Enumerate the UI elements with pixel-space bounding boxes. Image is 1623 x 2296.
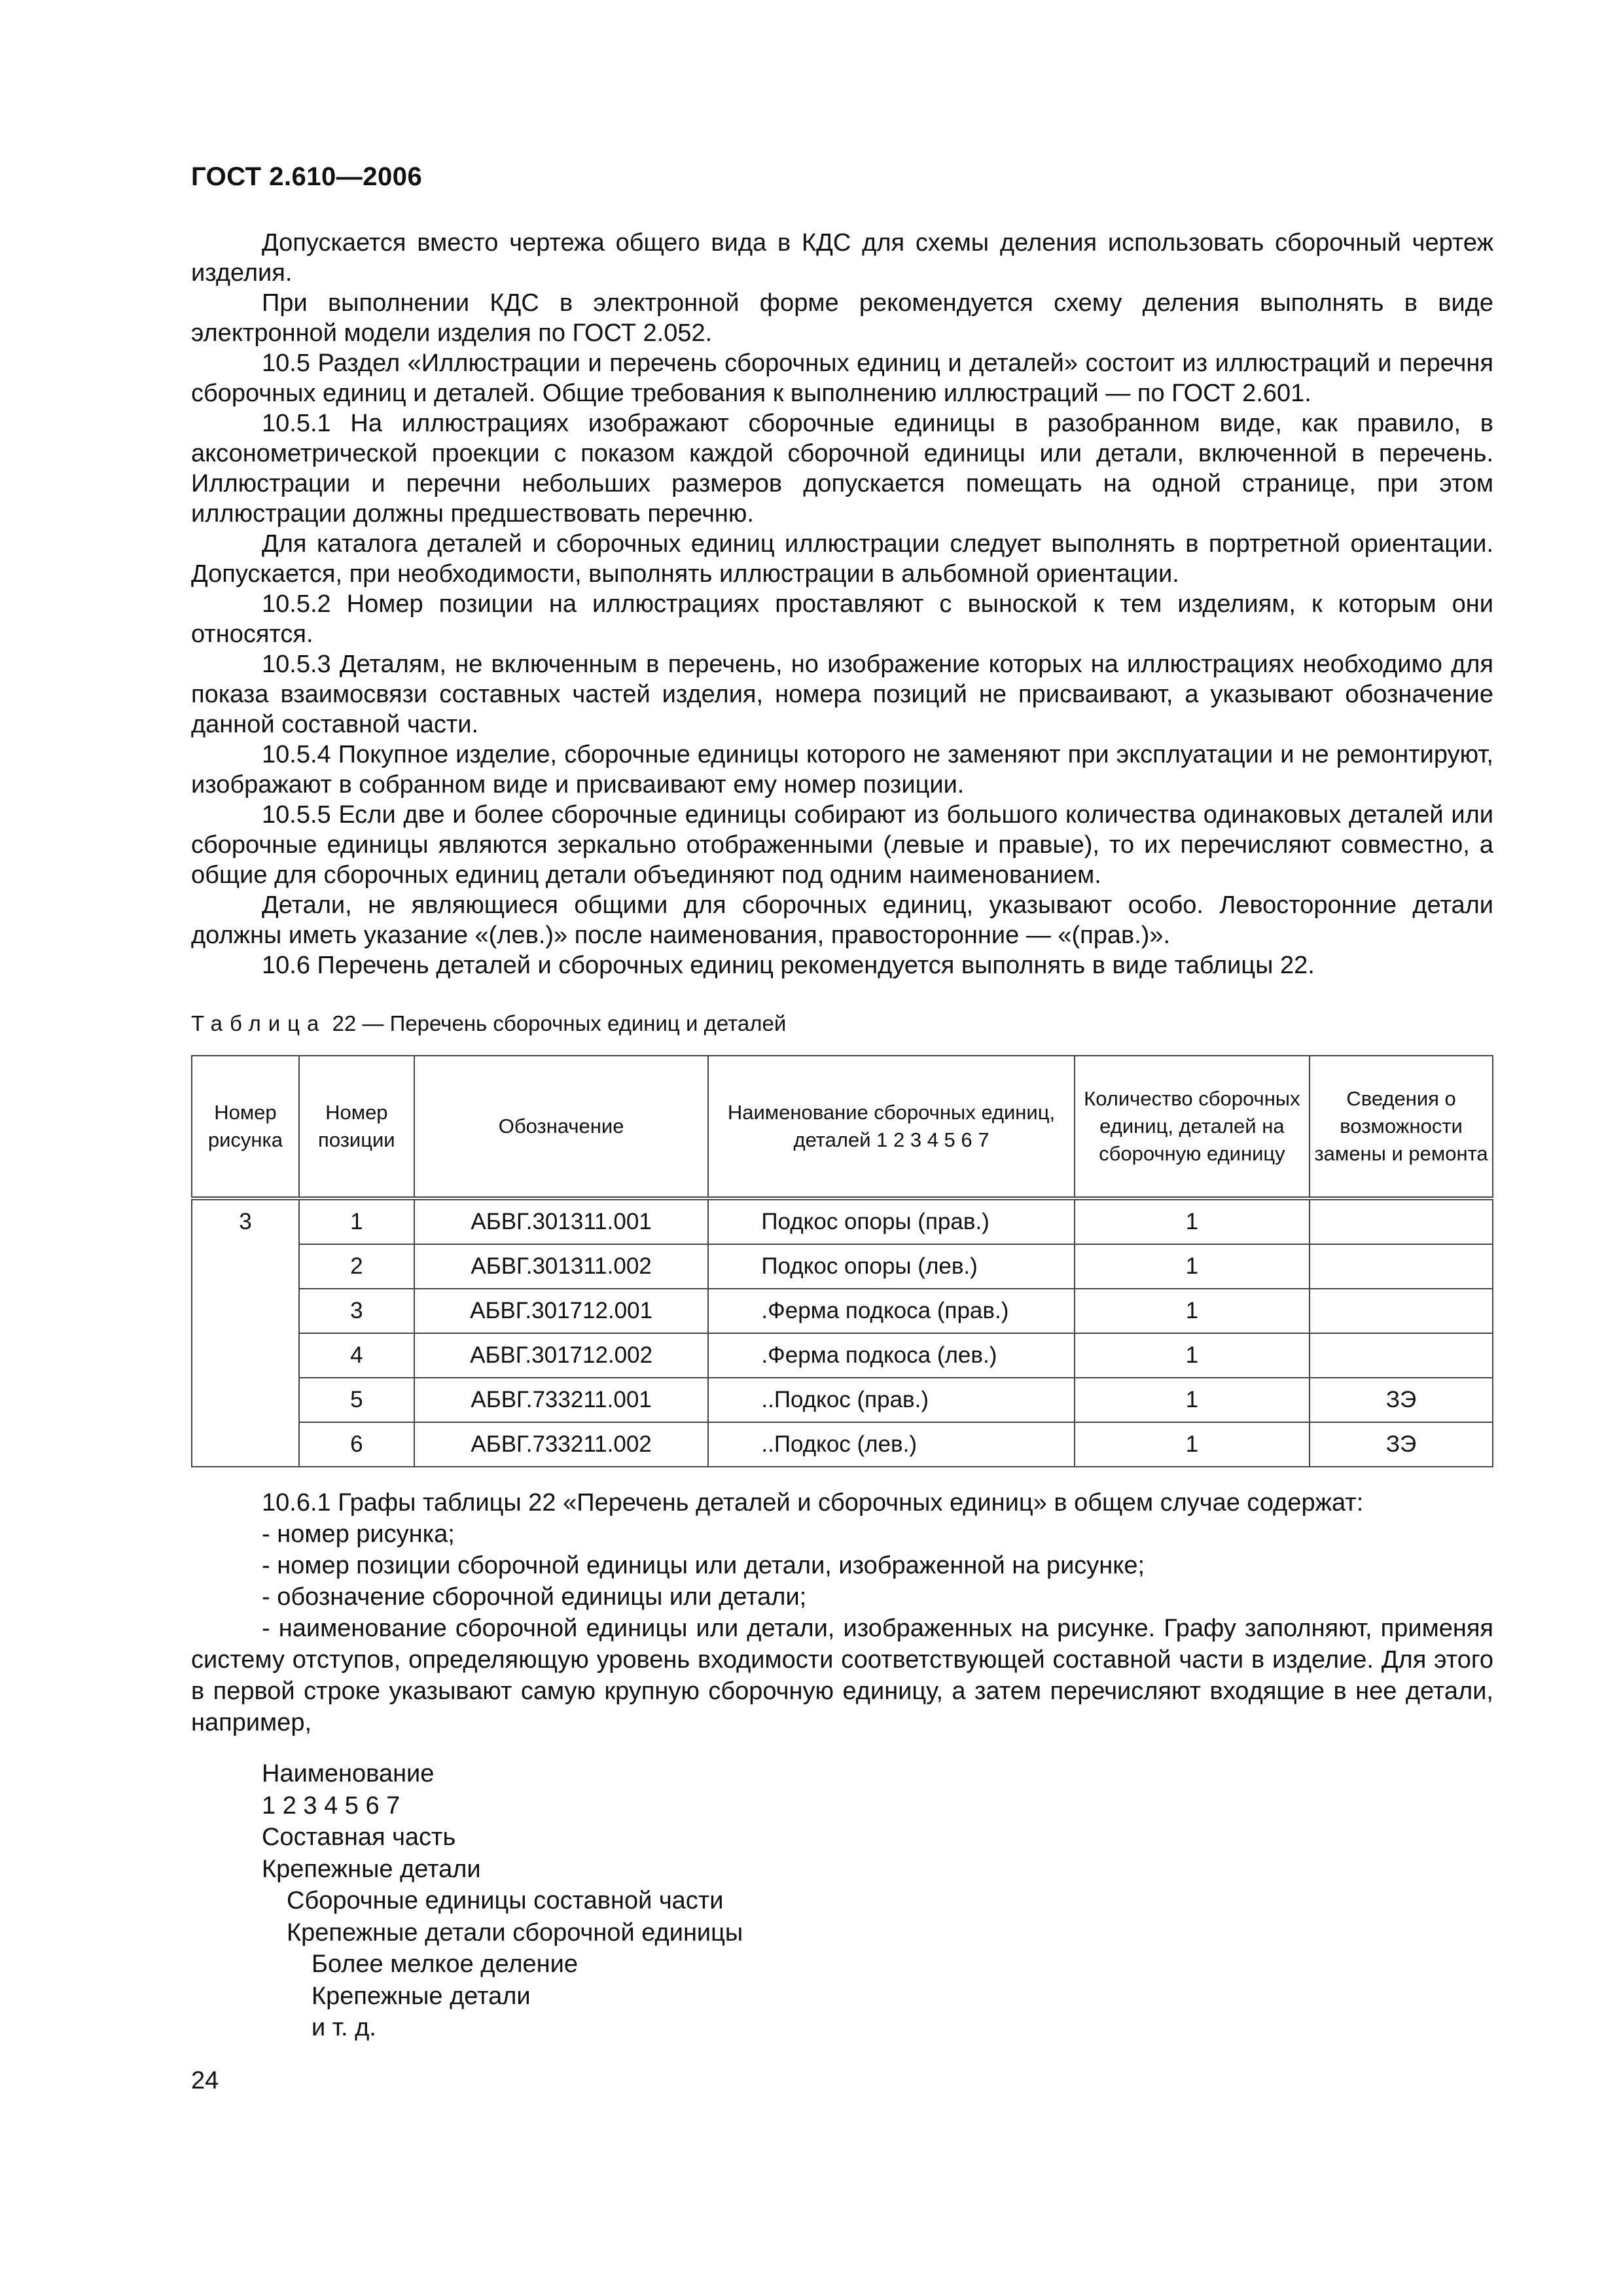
paragraph: Для каталога деталей и сборочных единиц иллюстрации следует выполнять в портретной ориентации. Допускается, при необходимости, выполнять иллюстрации в альбомной ориентации. bbox=[191, 530, 1493, 588]
table-row bbox=[192, 1333, 1493, 1378]
paragraph: 10.5.4 Покупное изделие, сборочные единицы которого не заменяют при эксплуатации и не ремонтируют, изображают в собранном виде и присваивают ему номер позиции. bbox=[191, 741, 1493, 798]
position-cell: 6 bbox=[299, 1422, 414, 1467]
quantity-cell: 1 bbox=[1075, 1422, 1310, 1467]
quantity-cell: 1 bbox=[1075, 1289, 1310, 1333]
name-cell: Подкос опоры (прав.) bbox=[708, 1198, 1074, 1244]
column-header: Номер позиции bbox=[299, 1056, 414, 1198]
table-row bbox=[192, 1289, 1493, 1333]
name-cell: ..Подкос (лев.) bbox=[708, 1422, 1074, 1467]
document-header: ГОСТ 2.610—2006 bbox=[191, 162, 423, 191]
paragraph: 10.5 Раздел «Иллюстрации и перечень сборочных единиц и деталей» состоит из иллюстраций и перечня сборочных единиц и деталей. Общие требования к выполнению иллюстраций — по ГОСТ 2.601. bbox=[191, 350, 1493, 407]
table-caption-word: Таблица bbox=[191, 1011, 327, 1035]
table-caption-title: 22 — Перечень сборочных единиц и деталей bbox=[326, 1011, 787, 1035]
position-cell: 4 bbox=[299, 1333, 414, 1378]
column-header: Сведения о возможности замены и ремонта bbox=[1310, 1056, 1493, 1198]
paragraph: 10.6.1 Графы таблицы 22 «Перечень деталей и сборочных единиц» в общем случае содержат: bbox=[262, 1489, 1364, 1516]
paragraph: 10.5.5 Если две и более сборочные единицы собирают из большого количества одинаковых деталей или сборочные единицы являются зеркально отображенными (левые и правые), то их перечисляют совместно, а общие для сборочных единиц детали объединяют под одним наименованием. bbox=[191, 801, 1493, 889]
designation-cell: АБВГ.301311.001 bbox=[414, 1198, 709, 1244]
example-line: Крепежные детали bbox=[262, 1855, 481, 1883]
repair-info-cell bbox=[1310, 1244, 1493, 1289]
list-item: - номер позиции сборочной единицы или детали, изображенной на рисунке; bbox=[262, 1552, 1145, 1579]
paragraph: 10.5.1 На иллюстрациях изображают сборочные единицы в разобранном виде, как правило, в аксонометрической проекции с показом каждой сборочной единицы или детали, включенной в перечень. Иллюстрации и перечни небольших размеров допускается помещать на одной странице, при этом иллюстрации должны предшествовать перечню. bbox=[191, 410, 1493, 528]
paragraph: 10.6 Перечень деталей и сборочных единиц рекомендуется выполнять в виде таблицы 22. bbox=[262, 952, 1315, 979]
table-header-row bbox=[192, 1056, 1493, 1198]
column-header: Номер рисунка bbox=[192, 1056, 299, 1198]
name-cell: .Ферма подкоса (прав.) bbox=[708, 1289, 1074, 1333]
example-digits: 1 2 3 4 5 6 7 bbox=[262, 1791, 401, 1820]
position-cell: 1 bbox=[299, 1198, 414, 1244]
example-line: Более мелкое деление bbox=[312, 1950, 578, 1978]
column-header: Обозначение bbox=[414, 1056, 709, 1198]
list-item: - обозначение сборочной единицы или детали; bbox=[262, 1583, 807, 1611]
repair-info-cell bbox=[1310, 1289, 1493, 1333]
designation-cell: АБВГ.301311.002 bbox=[414, 1244, 709, 1289]
page-number: 24 bbox=[191, 2067, 219, 2094]
designation-cell: АБВГ.733211.001 bbox=[414, 1378, 709, 1422]
indent-example bbox=[262, 1758, 743, 2044]
example-line: Сборочные единицы составной части bbox=[287, 1887, 724, 1914]
list-item: - номер рисунка; bbox=[262, 1520, 455, 1548]
name-cell: Подкос опоры (лев.) bbox=[708, 1244, 1074, 1289]
quantity-cell: 1 bbox=[1075, 1333, 1310, 1378]
table-row bbox=[192, 1378, 1493, 1422]
list-item: - наименование сборочной единицы или детали, изображенных на рисунке. Графу заполняют, применяя систему отступов, определяющую уровень входимости соответствующей составной части в изделие. Для этого в первой строке указывают самую крупную сборочную единицу, а затем перечисляют входящие в нее детали, например, bbox=[191, 1615, 1493, 1736]
example-line: Составная часть bbox=[262, 1823, 456, 1851]
column-header: Количество сборочных единиц, деталей на сборочную единицу bbox=[1075, 1056, 1310, 1198]
name-cell: ..Подкос (прав.) bbox=[708, 1378, 1074, 1422]
paragraph: 10.5.3 Деталям, не включенным в перечень, но изображение которых на иллюстрациях необходимо для показа взаимосвязи составных частей изделия, номера позиций не присваивают, а указывают обозначение данной составной части. bbox=[191, 651, 1493, 738]
column-header: Наименование сборочных единиц, деталей 1 2 3 4 5 6 7 bbox=[708, 1056, 1074, 1198]
parts-table bbox=[191, 1055, 1493, 1467]
designation-cell: АБВГ.301712.002 bbox=[414, 1333, 709, 1378]
paragraph: 10.5.2 Номер позиции на иллюстрациях проставляют с выноской к тем изделиям, к которым они относятся. bbox=[191, 590, 1493, 648]
example-line: Крепежные детали сборочной единицы bbox=[287, 1918, 743, 1946]
body-text bbox=[191, 228, 1493, 980]
table-row bbox=[192, 1198, 1493, 1244]
name-cell: .Ферма подкоса (лев.) bbox=[708, 1333, 1074, 1378]
repair-info-cell bbox=[1310, 1333, 1493, 1378]
repair-info-cell: ЗЭ bbox=[1310, 1422, 1493, 1467]
table-caption bbox=[191, 1011, 786, 1036]
example-title: Наименование bbox=[262, 1760, 435, 1787]
position-cell: 2 bbox=[299, 1244, 414, 1289]
table-row bbox=[192, 1244, 1493, 1289]
quantity-cell: 1 bbox=[1075, 1378, 1310, 1422]
paragraph: Детали, не являющиеся общими для сборочных единиц, указывают особо. Левосторонние детали должны иметь указание «(лев.)» после наименования, правосторонние — «(прав.)». bbox=[191, 891, 1493, 949]
after-table-text bbox=[191, 1487, 1493, 1738]
table-row bbox=[192, 1422, 1493, 1467]
position-cell: 3 bbox=[299, 1289, 414, 1333]
example-line: Крепежные детали bbox=[312, 1982, 531, 2010]
designation-cell: АБВГ.301712.001 bbox=[414, 1289, 709, 1333]
quantity-cell: 1 bbox=[1075, 1244, 1310, 1289]
paragraph: При выполнении КДС в электронной форме рекомендуется схему деления выполнять в виде электронной модели изделия по ГОСТ 2.052. bbox=[191, 289, 1493, 347]
paragraph: Допускается вместо чертежа общего вида в КДС для схемы деления использовать сборочный чертеж изделия. bbox=[191, 229, 1493, 287]
example-line: и т. д. bbox=[312, 2014, 376, 2041]
position-cell: 5 bbox=[299, 1378, 414, 1422]
designation-cell: АБВГ.733211.002 bbox=[414, 1422, 709, 1467]
repair-info-cell: ЗЭ bbox=[1310, 1378, 1493, 1422]
repair-info-cell bbox=[1310, 1198, 1493, 1244]
figure-number-cell: 3 bbox=[192, 1198, 299, 1467]
quantity-cell: 1 bbox=[1075, 1198, 1310, 1244]
